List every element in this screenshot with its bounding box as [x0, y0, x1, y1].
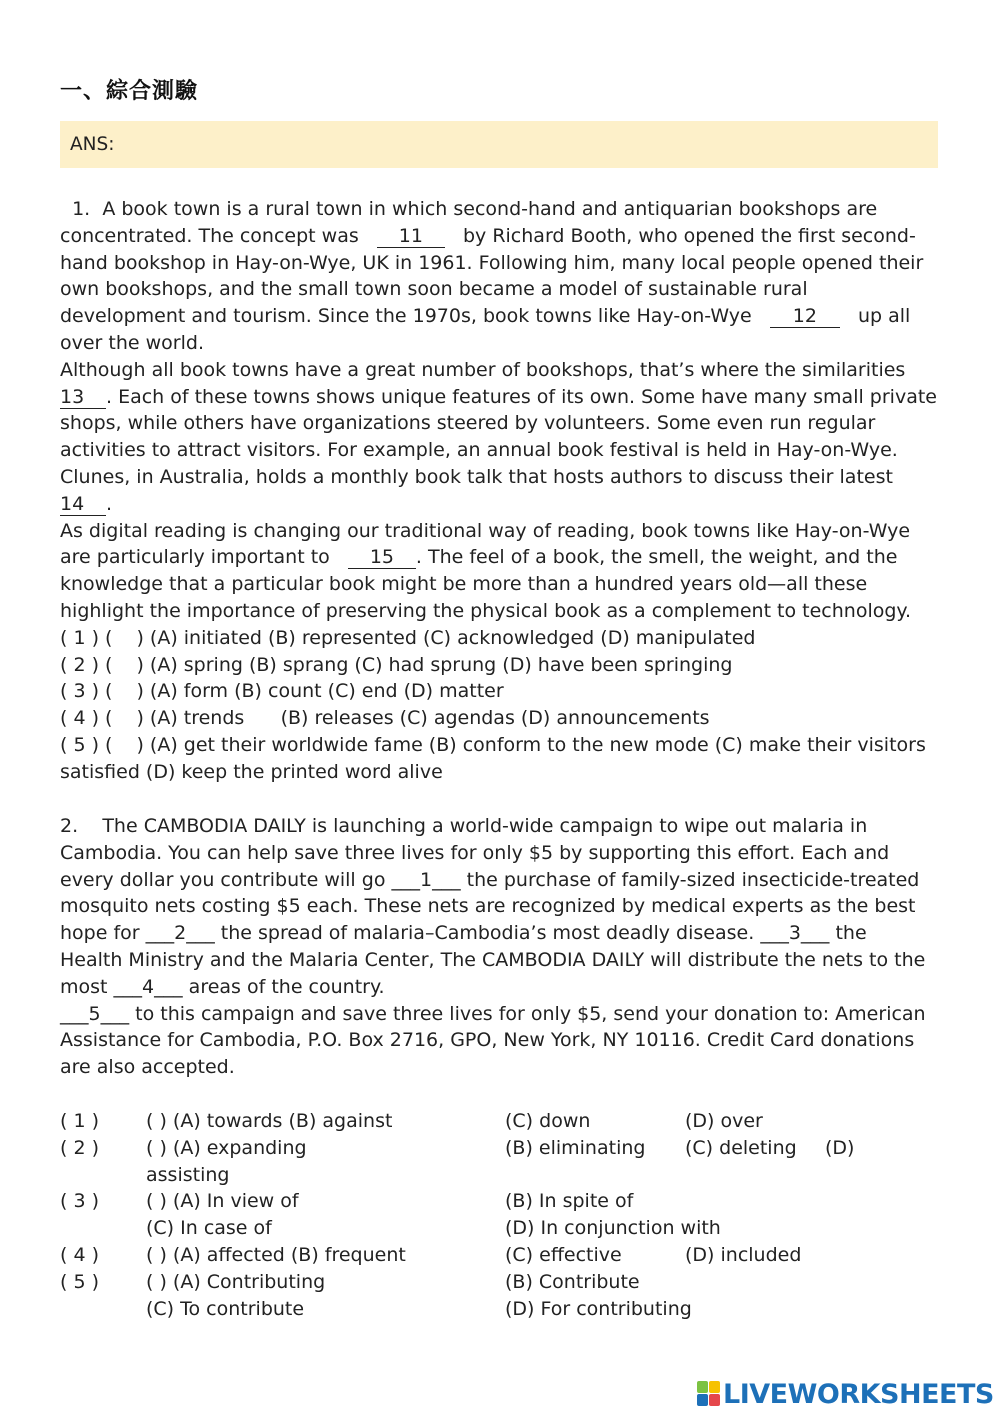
- passage-1-line: concentrated. The concept was 11 by Richard Booth, who opened the first second-: [60, 224, 916, 247]
- passage-1-line: As digital reading is changing our traditional way of reading, book towns like Hay-on-Wye: [60, 519, 911, 542]
- passage-1-line: own bookshops, and the small town soon became a model of sustainable rural: [60, 278, 808, 301]
- logo-text: LIVEWORKSHEETS: [723, 1378, 994, 1410]
- option-row-4: ( 4 ) ( ) (A) trends (B) releases (C) agendas (D) announcements: [60, 707, 710, 730]
- passage-1-line: Although all book towns have a great number of bookshops, that’s where the similarities: [60, 358, 906, 381]
- question-number: 1.: [72, 198, 91, 220]
- passage-2-line: Assistance for Cambodia, P.O. Box 2716, GPO, New York, NY 10116. Credit Card donations: [60, 1029, 915, 1052]
- liveworksheets-logo[interactable]: [697, 1378, 994, 1410]
- option-row-1: ( 1 ) ( ) (A) towards (B) against (C) down (D) over: [60, 1108, 940, 1135]
- answer-slot[interactable]: ( ) (A) affected (B) frequent: [146, 1243, 406, 1266]
- passage-2-line: Health Ministry and the Malaria Center, The CAMBODIA DAILY will distribute the nets to the: [60, 948, 926, 971]
- passage-1-line: 1. A book town is a rural town in which second-hand and antiquarian bookshops are: [72, 198, 878, 220]
- passage-1-line: 13 . Each of these towns shows unique features of its own. Some have many small private: [60, 385, 937, 408]
- passage-1-line: 14 .: [60, 492, 113, 515]
- ans-label: ANS:: [70, 134, 115, 155]
- passage-1-line: knowledge that a particular book might be more than a hundred years old—all these: [60, 573, 868, 596]
- passage-1-line: over the world.: [60, 331, 204, 354]
- passage-1-line: are particularly important to 15 . The feel of a book, the smell, the weight, and the: [60, 546, 898, 569]
- passage-2-options: [60, 1108, 940, 1322]
- blank-11[interactable]: 11: [377, 225, 445, 248]
- option-row-5-cont: satisfied (D) keep the printed word alive: [60, 760, 443, 783]
- answer-input[interactable]: [120, 133, 904, 157]
- blank-2[interactable]: ___2___: [145, 922, 215, 945]
- option-row-2: ( 2 ) ( ) (A) spring (B) sprang (C) had sprung (D) have been springing: [60, 653, 733, 676]
- passage-1-line: hand bookshop in Hay-on-Wye, UK in 1961. Following him, many local people opened their: [60, 251, 924, 274]
- passage-2-line: are also accepted.: [60, 1056, 235, 1079]
- passage-2-line: mosquito nets costing $5 each. These nets are recognized by medical experts as the best: [60, 895, 916, 918]
- blank-4[interactable]: ___4___: [113, 975, 183, 998]
- passage-1-line: highlight the importance of preserving the physical book as a complement to technology.: [60, 599, 912, 622]
- passage-2-line: hope for ___2___ the spread of malaria–Cambodia’s most deadly disease. ___3___ the: [60, 922, 867, 945]
- option-row-3: ( 3 ) ( ) (A) In view of (B) In spite of (C) In case of (D) In conjunction with: [60, 1190, 721, 1240]
- option-row-1: ( 1 ) ( ) (A) initiated (B) represented (C) acknowledged (D) manipulated: [60, 626, 756, 649]
- passage-2-line: most ___4___ areas of the country.: [60, 975, 385, 998]
- blank-5[interactable]: ___5___: [60, 1002, 130, 1025]
- answer-slot[interactable]: ( ) (A) In view of: [146, 1190, 299, 1213]
- blank-14[interactable]: 14: [60, 493, 106, 516]
- passage-2-line: every dollar you contribute will go ___1___ the purchase of family-sized insecticide-treated: [60, 868, 920, 891]
- passage-2-line: Cambodia. You can help save three lives for only $5 by supporting this effort. Each and: [60, 841, 890, 864]
- section-heading: 一、綜合測驗: [60, 79, 199, 104]
- blank-13[interactable]: 13: [60, 386, 106, 409]
- blank-15[interactable]: 15: [348, 546, 416, 569]
- passage-2: [60, 813, 940, 1081]
- option-row-5: ( 5 ) ( ) (A) Contributing (B) Contribute (C) To contribute (D) For contributing: [60, 1270, 692, 1320]
- passage-2-line: 2. The CAMBODIA DAILY is launching a world-wide campaign to wipe out malaria in: [60, 815, 868, 837]
- blank-3[interactable]: ___3___: [760, 922, 830, 945]
- blank-1[interactable]: ___1___: [391, 868, 461, 891]
- blank-12[interactable]: 12: [770, 305, 840, 328]
- passage-1-line: shops, while others have organizations steered by volunteers. Some even run regular: [60, 412, 876, 435]
- option-row-2: ( 2 ) ( ) (A) expanding (B) eliminating (C) deleting (D) assisting: [60, 1136, 855, 1186]
- answer-slot[interactable]: ( ) (A) towards (B) against: [146, 1110, 393, 1132]
- passage-1: [60, 196, 940, 786]
- question-number: 2.: [60, 815, 79, 837]
- option-row-5: ( 5 ) ( ) (A) get their worldwide fame (B) conform to the new mode (C) make their visitors: [60, 733, 926, 756]
- passage-1-line: development and tourism. Since the 1970s, book towns like Hay-on-Wye 12 up all: [60, 305, 911, 328]
- option-row-4: ( 4 ) ( ) (A) affected (B) frequent (C) effective (D) included: [60, 1242, 940, 1269]
- passage-2-line: ___5___ to this campaign and save three lives for only $5, send your donation to: American: [60, 1002, 926, 1025]
- passage-1-line: Clunes, in Australia, holds a monthly book talk that hosts authors to discuss their latest: [60, 465, 893, 488]
- answer-bar: [60, 121, 938, 168]
- liveworksheets-logo-icon: [697, 1381, 721, 1407]
- option-row-3: ( 3 ) ( ) (A) form (B) count (C) end (D) matter: [60, 680, 504, 703]
- answer-slot[interactable]: ( ) (A) expanding: [146, 1136, 307, 1159]
- answer-slot[interactable]: ( ) (A) Contributing: [146, 1270, 326, 1293]
- passage-1-line: activities to attract visitors. For example, an annual book festival is held in Hay-on-Wye.: [60, 439, 898, 462]
